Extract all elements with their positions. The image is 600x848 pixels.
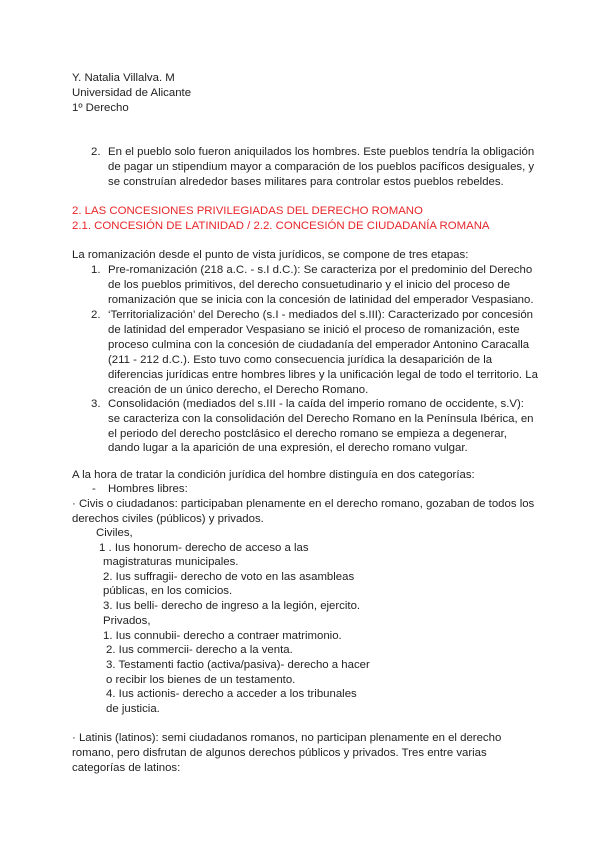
rights-list-line: de justicia. (106, 703, 160, 715)
latinis-paragraph: categorías de latinos: (72, 762, 181, 774)
rights-list-line: 3. Ius belli- derecho de ingreso a la legión, ejercito. (103, 600, 361, 612)
rights-list-line: magistraturas municipales. (103, 556, 239, 568)
stage-line: proceso culmina con la concesión de ciudadanía del emperador Antonino Caracalla (108, 339, 530, 351)
rights-list-line: públicas, en los comicios. (103, 585, 233, 597)
stage-line: romanización que se inicia con la concesión de latinidad del emperador Vespasiano. (108, 294, 534, 306)
rights-list-line: 1 . Ius honorum- derecho de acceso a las (99, 542, 309, 554)
rights-list-line: 1. Ius connubii- derecho a contraer matrimonio. (103, 630, 342, 642)
stage-line: Pre-romanización (218 a.C. - s.I d.C.): Se caracteriza por el predominio del Derecho (108, 264, 533, 276)
rights-list-line: 2. Ius suffragii- derecho de voto en las asambleas (103, 571, 355, 583)
stage-line: (211 - 212 d.C.). Esto tuvo como consecuencia jurídica la desaparición de la (108, 354, 493, 366)
rights-list-line: 4. Ius actionis- derecho a acceder a los tribunales (106, 688, 357, 700)
stage-number: 2. (91, 309, 101, 321)
list-item-line: En el pueblo solo fueron aniquilados los hombres. Este pueblos tendría la obligación (108, 146, 535, 158)
latinis-paragraph: · Latinis (latinos): semi ciudadanos romanos, no participan plenamente en el derecho (72, 732, 502, 744)
stage-number: 3. (91, 398, 101, 410)
stage-line: el periodo del derecho postclásico el derecho romano se empieza a degenerar, (108, 428, 507, 440)
latinis-paragraph: romano, pero disfrutan de algunos derechos públicos y privados. Tres entre varias (72, 747, 487, 759)
stage-number: 1. (91, 264, 101, 276)
stage-line: diferencias jurídicas entre hombres libres y la unificación legal de todo el territorio. La (108, 369, 538, 381)
bullet-label: Hombres libres: (108, 483, 188, 495)
rights-list-line: Privados, (103, 615, 151, 627)
rights-list-line: 2. Ius commercii- derecho a la venta. (106, 644, 293, 656)
stage-line: de latinidad del emperador Vespasiano se inició el proceso de romanización, este (108, 324, 520, 336)
subsection-heading: 2.1. CONCESIÓN DE LATINIDAD / 2.2. CONCESIÓN DE CIUDADANÍA ROMANA (72, 220, 490, 232)
author-header-line: Universidad de Alicante (72, 87, 192, 99)
categories-paragraph: A la hora de tratar la condición jurídica del hombre distinguía en dos categorías: (72, 469, 475, 481)
author-header-line: 1º Derecho (72, 102, 129, 114)
author-header-line: Y. Natalia Villalva. M (72, 72, 175, 84)
stage-line: se caracteriza con la consolidación del Derecho Romano en la Península Ibérica, en (108, 413, 534, 425)
stage-line: de los pueblos primitivos, del derecho consuetudinario y el inicio del proceso de (108, 279, 511, 291)
civis-paragraph: · Civis o ciudadanos: participaban plenamente en el derecho romano, gozaban de todos los (72, 498, 535, 510)
bullet-dash: - (92, 483, 96, 495)
list-item-line: se construían alrededor bases militares para controlar estos pueblos rebeldes. (108, 176, 504, 188)
section-heading: 2. LAS CONCESIONES PRIVILEGIADAS DEL DERECHO ROMANO (72, 205, 423, 217)
stage-line: ‘Territorialización’ del Derecho (s.I - mediados del s.III): Caracterizado por concesión (108, 309, 534, 321)
stage-line: Consolidación (mediados del s.III - la caída del imperio romano de occidente, s.V): (108, 398, 524, 410)
intro-paragraph: La romanización desde el punto de vista jurídicos, se compone de tres etapas: (72, 249, 469, 261)
list-number: 2. (91, 146, 101, 158)
civis-paragraph: derechos civiles (públicos) y privados. (72, 513, 264, 525)
rights-list-line: o recibir los bienes de un testamento. (106, 674, 296, 686)
stage-line: dando lugar a la aparición de una expresión, el derecho romano vulgar. (108, 442, 468, 454)
rights-list-line: 3. Testamenti factio (activa/pasiva)- derecho a hacer (106, 659, 370, 671)
list-item-line: de pagar un stipendium mayor a comparación de los pueblos pacíficos desiguales, y (108, 161, 535, 173)
stage-line: creación de un único derecho, el Derecho Romano. (108, 384, 369, 396)
rights-list-line: Civiles, (96, 527, 133, 539)
